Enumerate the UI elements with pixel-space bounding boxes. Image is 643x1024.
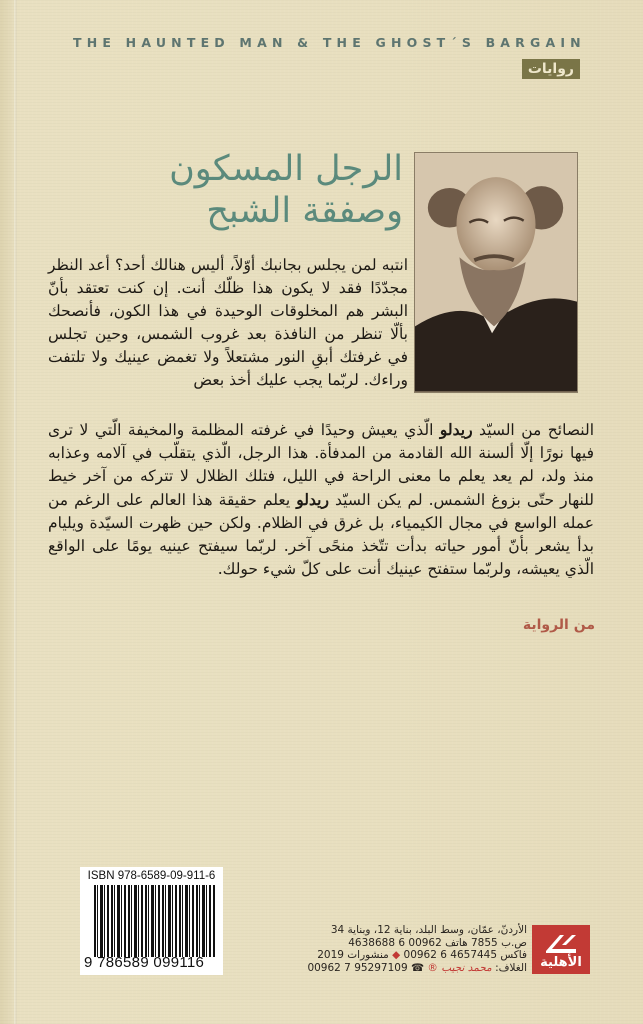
blurb-text: الّذي يعيش وحيدًا في غرفته المظلمة والمخيفة الّتي لا ترى فيها نورًا إلّا ألسنة الله القادمة من المدفأة. هذا الرجل، الّذي يتقلّب في آلامه وعذابه منذ ولد، لم يعد يعلم ما معنى الراحة في الليل، فتلك الظلال لا تتركه من آخر خيط للنهار حتّى بزوغ الشمس. لم يكن السيّد xyxy=(48,420,594,509)
cover-credit-line xyxy=(307,962,527,975)
cover-designer-phone: 00962 7 95297109 xyxy=(307,961,408,974)
isbn-barcode xyxy=(80,867,223,975)
phone-icon: ☎ xyxy=(410,961,425,974)
english-title: THE HAUNTED MAN & THE GHOST´S BARGAIN xyxy=(73,35,586,50)
publisher-logo-mark-icon xyxy=(542,931,580,955)
barcode-digits: 9 786589 099116 xyxy=(84,954,205,971)
publisher-logo-text: الأهلية xyxy=(540,955,582,970)
cover-credit-label: الغلاف: xyxy=(491,961,527,974)
publisher-pobox-phone: ص.ب 7855 هاتف 00962 6 4638688 xyxy=(348,936,527,949)
blurb-top-paragraph: انتبه لمن يجلس بجانبك أوّلاً، أليس هنالك أحد؟ أعد النظر مجدّدًا فقد لا يكون هذا ظلّك أنت. إن كنت تعتقد بأنّ البشر هم المخلوقات الوحيدة في هذا الكون، فأنصحك بألّا تنظر من النافذة بعد غروب الشمس، وحين تجلس في غرفتك أبقِ النور مشتعلاً ولا تغمض عينيك ولا تلتفت وراءك. لربّما يجب عليك أخذ بعض xyxy=(48,255,408,389)
title-line-2: وصفقة الشبح xyxy=(206,191,403,231)
title-line-1: الرجل المسكون xyxy=(169,149,403,189)
series-badge: روايات xyxy=(522,59,580,79)
publisher-fax-line xyxy=(307,949,527,962)
author-portrait xyxy=(414,152,578,393)
publisher-info xyxy=(307,924,527,974)
diamond-icon: ◆ xyxy=(392,949,401,962)
portrait-illustration-icon xyxy=(415,153,577,392)
registered-icon: ® xyxy=(427,961,438,974)
character-name: ريدلو xyxy=(439,419,473,439)
blurb-text: يعلم حقيقة هذا العالم على الرغم من عمله الواسع في مجال الكيمياء، بل غرق في الظلام. ولكن حين ظهرت السيّدة ويليام بدأ يشعر بأنّ أمور حياته بدأت تتّخذ منحًى آخر. لربّما سيفتح عينيه يومًا على الواقع الّذي يعيشه، ولربّما ستفتح عينيك أنت على كلّ شيء حولك. xyxy=(48,490,594,578)
source-label: من الرواية xyxy=(522,617,595,633)
publisher-logo xyxy=(532,925,590,974)
spine-edge xyxy=(14,0,17,1024)
publisher-address: الأردنّ، عمّان، وسط البلد، بناية 12، وبناية 34 xyxy=(330,924,527,936)
fax-label: فاكس xyxy=(497,949,527,962)
arabic-title xyxy=(153,148,403,232)
blurb-main-paragraph xyxy=(48,418,594,581)
barcode-bars-icon xyxy=(94,885,215,957)
cover-designer: محمد نجيب xyxy=(441,961,492,974)
fax-number: 00962 6 4657445 xyxy=(403,949,498,962)
character-name: ريدلو xyxy=(296,489,329,509)
isbn-label: ISBN 978-6589-09-911-6 xyxy=(87,870,216,882)
blurb-text: النصائح من السيّد xyxy=(472,420,594,439)
publication-year: منشورات 2019 xyxy=(317,949,389,962)
